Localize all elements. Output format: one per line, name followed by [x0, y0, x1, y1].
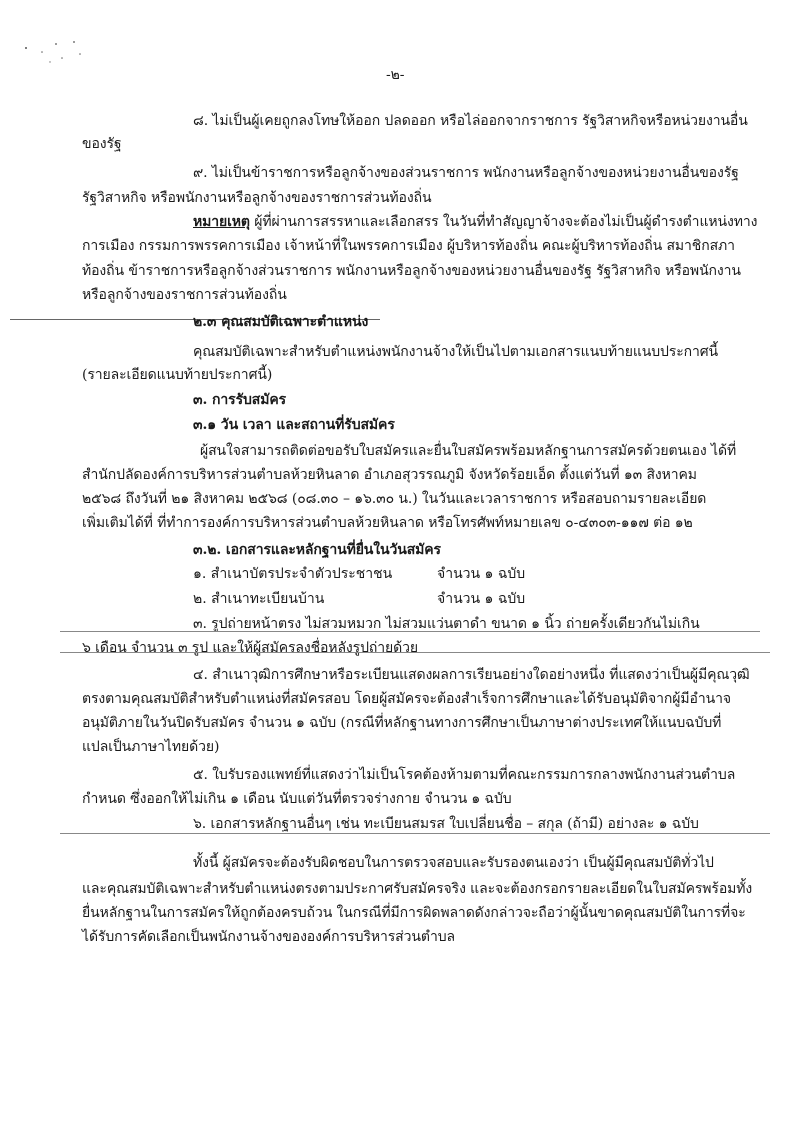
note-line-1: [193, 213, 757, 231]
section-2-3-line-1: คุณสมบัติเฉพาะสำหรับตำแหน่งพนักงานจ้างให้เป็นไปตามเอกสารแนบท้ายแนบประกาศนี้: [193, 344, 719, 360]
doc-2-qty: จำนวน ๑ ฉบับ: [437, 591, 526, 607]
note-label: หมายเหตุ: [193, 214, 250, 230]
item-8-line-2: ของรัฐ: [82, 136, 122, 152]
doc-3-line-1: ๓. รูปถ่ายหน้าตรง ไม่สวมหมวก ไม่สวมแว่นตาดำ ขนาด ๑ นิ้ว ถ่ายครั้งเดียวกันไม่เกิน: [193, 616, 700, 632]
doc-1-name: ๑. สำเนาบัตรประจำตัวประชาชน: [193, 566, 393, 582]
doc-3-line-2: ๖ เดือน จำนวน ๓ รูป และให้ผู้สมัครลงชื่อหลังรูปถ่ายด้วย: [82, 640, 418, 656]
scan-line-3: [60, 652, 770, 653]
section-3-2-heading: ๓.๒. เอกสารและหลักฐานที่ยื่นในวันสมัคร: [193, 542, 441, 558]
section-2-3-line-2: (รายละเอียดแนบท้ายประกาศนี้): [82, 367, 273, 383]
section-2-3-heading: ๒.๓ คุณสมบัติเฉพาะตำแหน่ง: [193, 314, 369, 330]
section-3-1-line-1: ผู้สนใจสามารถติดต่อขอรับใบสมัครและยื่นใบสมัครพร้อมหลักฐานการสมัครด้วยตนเอง ได้ที่: [200, 443, 737, 459]
scan-speckles: [22, 36, 92, 76]
section-3-1-line-3: ๒๕๖๘ ถึงวันที่ ๒๑ สิงหาคม ๒๕๖๘ (๐๘.๓๐ – ๑๖.๓๐ น.) ในวันและเวลาราชการ หรือสอบถามรายละเอียด: [82, 491, 707, 507]
closing-line-3: ยื่นหลักฐานในการสมัครให้ถูกต้องครบถ้วน ในกรณีที่มีการผิดพลาดดังกล่าวจะถือว่าผู้นั้นขาดคุณสมบัติในการที่จะ: [82, 905, 746, 921]
page-number: -๒-: [386, 67, 405, 83]
doc-5-line-1: ๕. ใบรับรองแพทย์ที่แสดงว่าไม่เป็นโรคต้องห้ามตามที่คณะกรรมการกลางพนักงานส่วนตำบล: [193, 767, 736, 783]
scan-line-4: [60, 833, 770, 834]
closing-line-2: และคุณสมบัติเฉพาะสำหรับตำแหน่งตรงตามประกาศรับสมัครจริง และจะต้องกรอกรายละเอียดในใบสมัครพร้อมทั้ง: [82, 881, 753, 897]
section-3-1-heading: ๓.๑ วัน เวลา และสถานที่รับสมัคร: [193, 417, 395, 433]
section-3-1-line-4: เพิ่มเติมได้ที่ ที่ทำการองค์การบริหารส่วนตำบลห้วยหินลาด หรือโทรศัพท์หมายเลข ๐-๔๓๐๓-๑๑๗ ต่อ ๑๒: [82, 515, 693, 531]
closing-line-1: ทั้งนี้ ผู้สมัครจะต้องรับผิดชอบในการตรวจสอบและรับรองตนเองว่า เป็นผู้มีคุณสมบัติทั่วไป: [193, 855, 714, 871]
doc-4-line-3: อนุมัติภายในวันปิดรับสมัคร จำนวน ๑ ฉบับ (กรณีที่หลักฐานทางการศึกษาเป็นภาษาต่างประเทศให้แนบฉบับที่: [82, 715, 722, 731]
note-line-3: ท้องถิ่น ข้าราชการหรือลูกจ้างส่วนราชการ พนักงานหรือลูกจ้างของหน่วยงานอื่นของรัฐ รัฐวิสาหกิจ หรือพนักงาน: [82, 263, 741, 279]
doc-2-name: ๒. สำเนาทะเบียนบ้าน: [193, 591, 325, 607]
item-9-line-1: ๙. ไม่เป็นข้าราชการหรือลูกจ้างของส่วนราชการ พนักงานหรือลูกจ้างของหน่วยงานอื่นของรัฐ: [193, 165, 739, 181]
doc-5-line-2: กำหนด ซึ่งออกให้ไม่เกิน ๑ เดือน นับแต่วันที่ตรวจร่างกาย จำนวน ๑ ฉบับ: [82, 791, 512, 807]
doc-6-line-1: ๖. เอกสารหลักฐานอื่นๆ เช่น ทะเบียนสมรส ใบเปลี่ยนชื่อ – สกุล (ถ้ามี) อย่างละ ๑ ฉบับ: [193, 816, 699, 832]
closing-line-4: ได้รับการคัดเลือกเป็นพนักงานจ้างขององค์การบริหารส่วนตำบล: [82, 929, 455, 945]
note-text-1: ผู้ที่ผ่านการสรรหาและเลือกสรร ในวันที่ทำสัญญาจ้างจะต้องไม่เป็นผู้ดำรงตำแหน่งทาง: [249, 214, 758, 230]
note-line-2: การเมือง กรรมการพรรคการเมือง เจ้าหน้าที่ในพรรคการเมือง ผู้บริหารท้องถิ่น คณะผู้บริหารท้องถิ่น สมาชิกสภา: [82, 238, 735, 254]
section-3-heading: ๓. การรับสมัคร: [193, 392, 287, 408]
doc-4-line-2: ตรงตามคุณสมบัติสำหรับตำแหน่งที่สมัครสอบ โดยผู้สมัครจะต้องสำเร็จการศึกษาและได้รับอนุมัติจากผู้มีอำนาจ: [82, 691, 731, 707]
item-9-line-2: รัฐวิสาหกิจ หรือพนักงานหรือลูกจ้างของราชการส่วนท้องถิ่น: [82, 190, 432, 206]
section-3-1-line-2: สำนักปลัดองค์การบริหารส่วนตำบลห้วยหินลาด อำเภอสุวรรณภูมิ จังหวัดร้อยเอ็ด ตั้งแต่วันที่ ๑๓ สิงหาคม: [82, 467, 697, 483]
item-8-line-1: ๘. ไม่เป็นผู้เคยถูกลงโทษให้ออก ปลดออก หรือไล่ออกจากราชการ รัฐวิสาหกิจหรือหน่วยงานอื่น: [193, 113, 748, 129]
doc-1-qty: จำนวน ๑ ฉบับ: [437, 566, 526, 582]
note-line-4: หรือลูกจ้างของราชการส่วนท้องถิ่น: [82, 287, 287, 303]
scan-line-2: [60, 631, 760, 632]
doc-4-line-1: ๔. สำเนาวุฒิการศึกษาหรือระเบียนแสดงผลการเรียนอย่างใดอย่างหนึ่ง ที่แสดงว่าเป็นผู้มีคุณวุฒิ: [193, 667, 750, 683]
doc-4-line-4: แปลเป็นภาษาไทยด้วย): [82, 739, 220, 755]
